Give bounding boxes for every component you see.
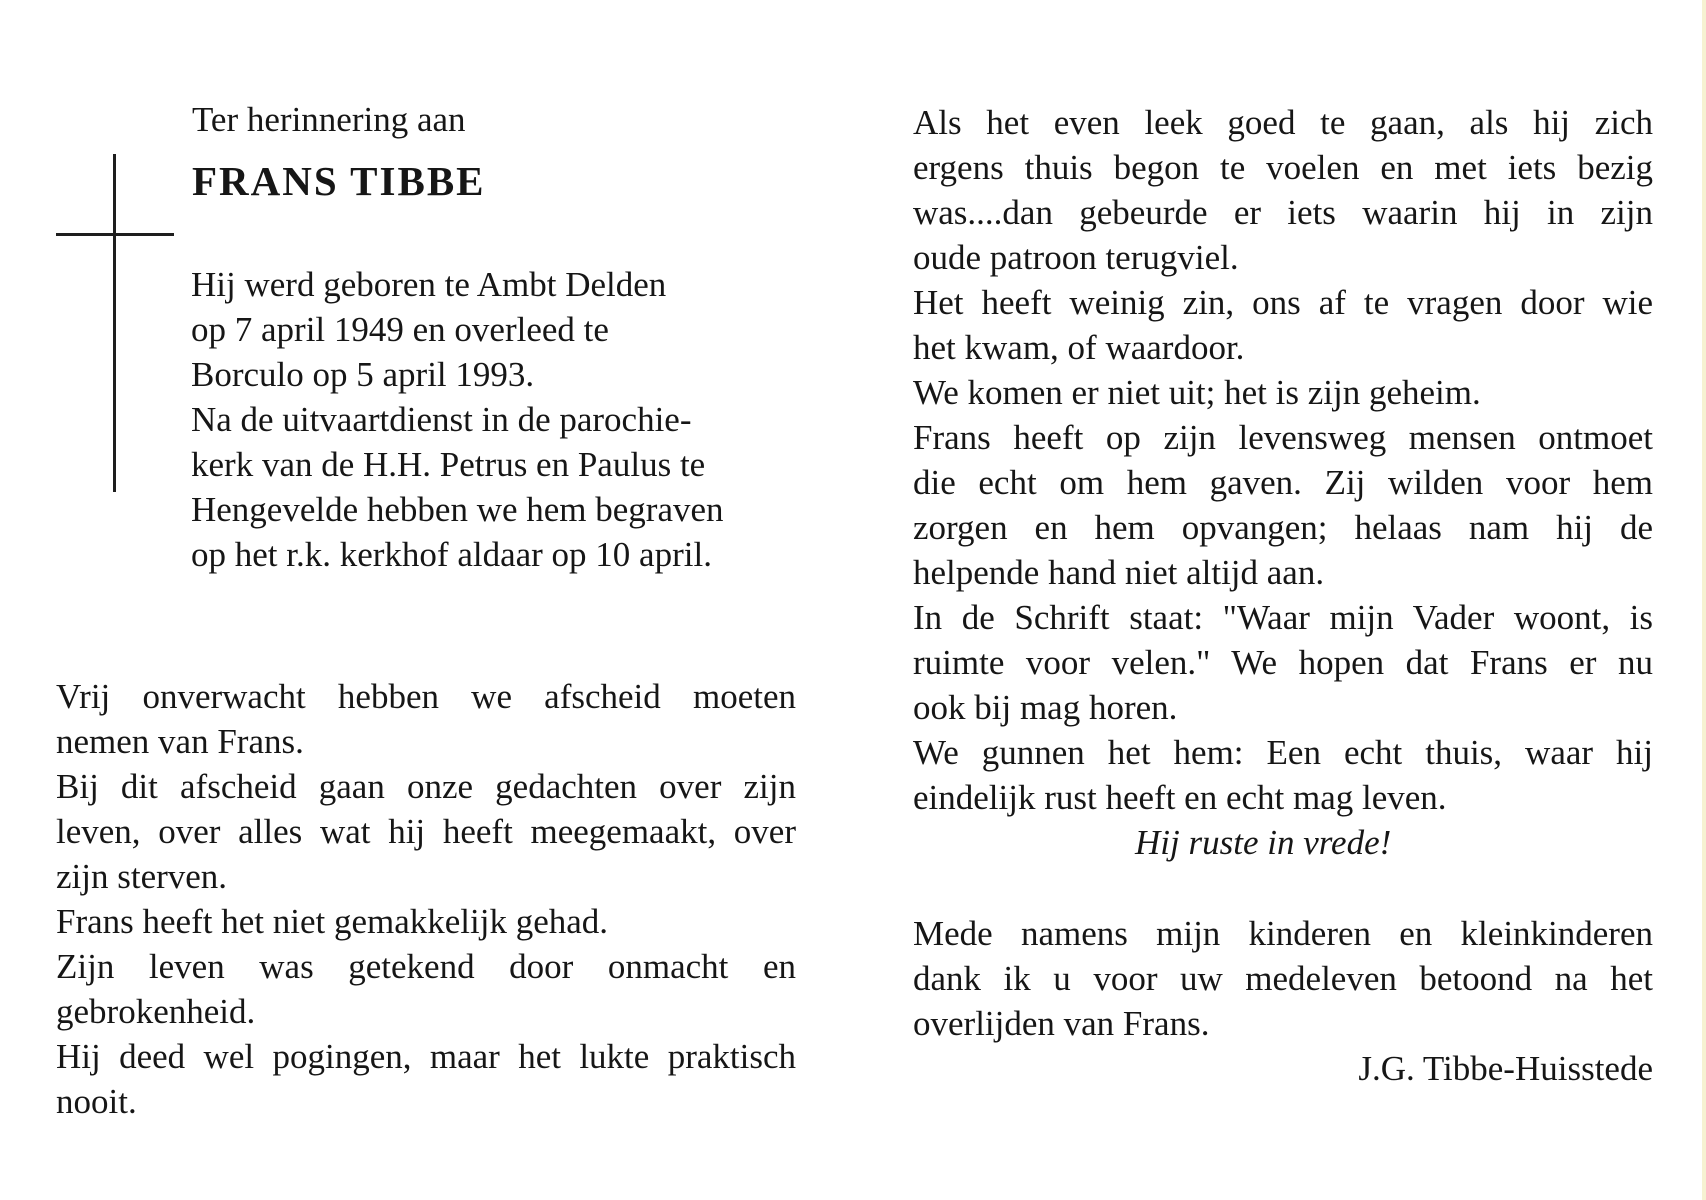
body-line: gebrokenheid.: [56, 992, 256, 1031]
body-line: oude patroon terugviel.: [913, 238, 1239, 277]
body-line: Als het even leek goed te gaan, als hij zich: [913, 103, 1653, 142]
body-line: nemen van Frans.: [56, 722, 304, 761]
body-line: Vrij onverwacht hebben we afscheid moeten: [56, 677, 796, 716]
paragraph-spacer: [913, 865, 1653, 911]
thanks-line: dank ik u voor uw medeleven betoond na het: [913, 959, 1653, 998]
bio-line: op 7 april 1949 en overleed te: [191, 310, 609, 349]
body-line: Het heeft weinig zin, ons af te vragen door wie: [913, 283, 1653, 322]
bio-line: kerk van de H.H. Petrus en Paulus te: [191, 445, 706, 484]
deceased-name: FRANS TIBBE: [192, 158, 486, 204]
body-line: eindelijk rust heeft en echt mag leven.: [913, 778, 1447, 817]
biography-block: [191, 262, 811, 577]
body-line: het kwam, of waardoor.: [913, 328, 1245, 367]
body-line: Bij dit afscheid gaan onze gedachten over zijn: [56, 767, 796, 806]
signature: J.G. Tibbe-Huisstede: [1358, 1049, 1653, 1088]
body-line: In de Schrift staat: "Waar mijn Vader woont, is: [913, 598, 1653, 637]
cross-symbol-vertical: [113, 154, 116, 492]
body-line: Frans heeft het niet gemakkelijk gehad.: [56, 902, 609, 941]
bio-line: Na de uitvaartdienst in de parochie-: [191, 400, 692, 439]
body-line: leven, over alles wat hij heeft meegemaakt, over: [56, 812, 796, 851]
thanks-line: Mede namens mijn kinderen en kleinkinderen: [913, 914, 1653, 953]
cross-symbol-horizontal: [56, 233, 174, 236]
blessing-line: Hij ruste in vrede!: [1135, 823, 1392, 862]
bio-line: Borculo op 5 april 1993.: [191, 355, 535, 394]
body-line: die echt om hem gaven. Zij wilden voor hem: [913, 463, 1653, 502]
intro-line: Ter herinnering aan: [192, 100, 466, 139]
bio-line: Hij werd geboren te Ambt Delden: [191, 265, 667, 304]
thanks-line: overlijden van Frans.: [913, 1004, 1210, 1043]
body-line: ruimte voor velen." We hopen dat Frans er nu: [913, 643, 1653, 682]
body-line: was....dan gebeurde er iets waarin hij in zijn: [913, 193, 1653, 232]
body-line: Zijn leven was getekend door onmacht en: [56, 947, 796, 986]
body-line: We gunnen het hem: Een echt thuis, waar hij: [913, 733, 1653, 772]
right-column-text: [913, 100, 1653, 1091]
page-edge-tint: [1702, 0, 1706, 1200]
card-header: [192, 98, 812, 206]
bio-line: op het r.k. kerkhof aldaar op 10 april.: [191, 535, 712, 574]
bio-line: Hengevelde hebben we hem begraven: [191, 490, 724, 529]
body-line: zijn sterven.: [56, 857, 228, 896]
body-line: ook bij mag horen.: [913, 688, 1178, 727]
body-line: helpende hand niet altijd aan.: [913, 553, 1325, 592]
body-line: Frans heeft op zijn levensweg mensen ontmoet: [913, 418, 1653, 457]
body-line: zorgen en hem opvangen; helaas nam hij de: [913, 508, 1653, 547]
body-line: We komen er niet uit; het is zijn geheim.: [913, 373, 1481, 412]
left-column-text: [56, 674, 796, 1124]
body-line: nooit.: [56, 1082, 137, 1121]
body-line: Hij deed wel pogingen, maar het lukte praktisch: [56, 1037, 796, 1076]
body-line: ergens thuis begon te voelen en met iets bezig: [913, 148, 1653, 187]
